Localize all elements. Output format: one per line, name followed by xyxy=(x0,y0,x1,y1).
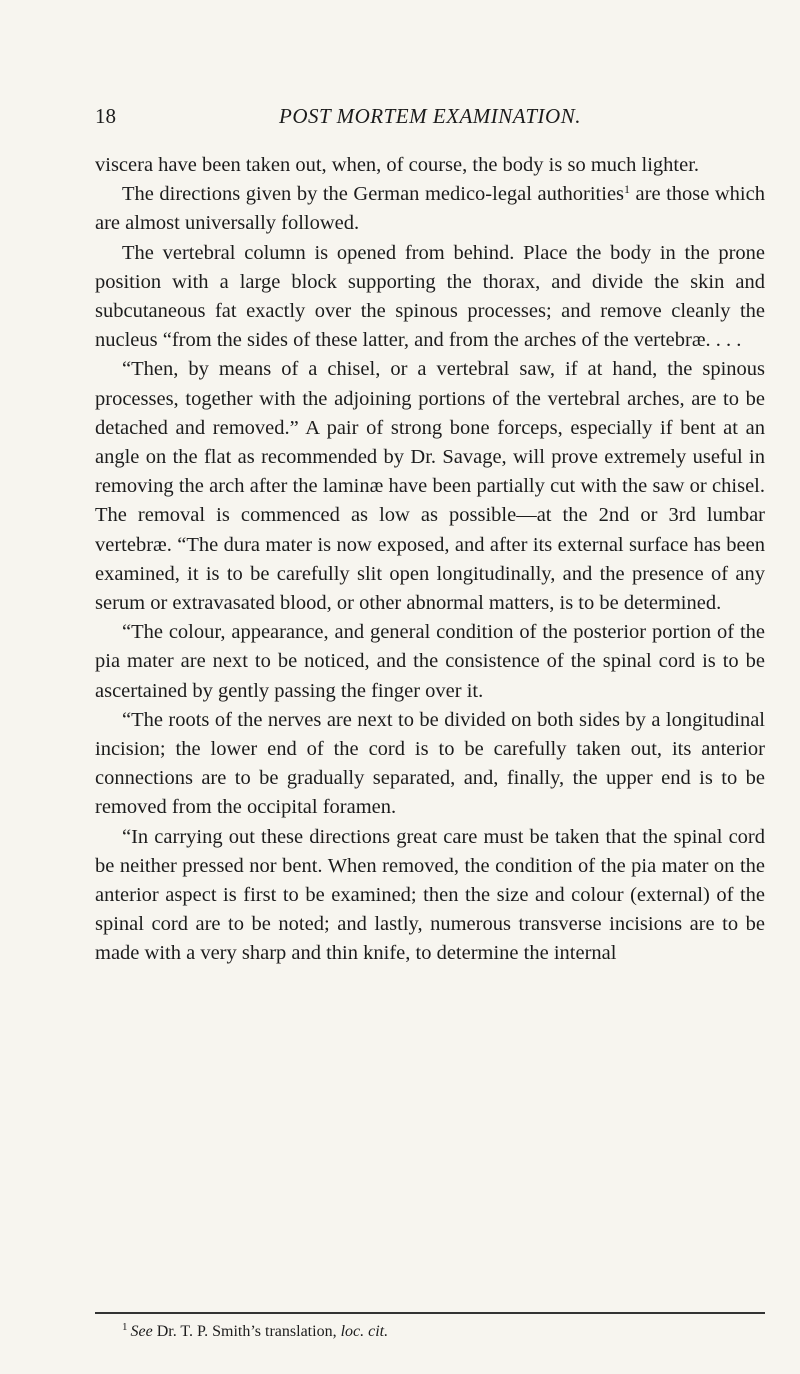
paragraph: “In carrying out these directions great care must be taken that the spinal cord be neither pressed nor bent. When removed, the condition of the pia mater on the anterior aspect is first to be examined; then the size and colour (external) of the spinal cord are to be noted; and lastly, numerous transverse incisions are to be made with a very sharp and thin knife, to determine the internal xyxy=(95,825,765,965)
page-number: 18 xyxy=(95,104,116,128)
paragraph-text: The directions given by the German medico-legal authorities xyxy=(122,183,625,206)
paragraph: viscera have been taken out, when, of course, the body is so much lighter. xyxy=(95,154,700,176)
footnote-reference: 1 xyxy=(624,182,631,197)
body-text xyxy=(95,151,765,969)
running-title: POST MORTEM EXAMINATION. xyxy=(279,104,581,128)
footnote xyxy=(122,1321,762,1343)
paragraph: “The roots of the nerves are next to be divided on both sides by a longitudinal incision; the lower end of the cord is to be carefully taken out, its anterior connections are to be gradually separated, and, finally, the upper end is to be removed from the occipital foramen. xyxy=(95,708,765,819)
paragraph: “Then, by means of a chisel, or a vertebral saw, if at hand, the spinous processes, together with the adjoining portions of the vertebral arches, are to be detached and removed.” A pair of strong bone forceps, especially if bent at an angle on the flat as recommended by Dr. Savage, will prove extremely useful in removing the arch after the laminæ have been partially cut with the saw or chisel. The removal is commenced as low as possible—at the 2nd or 3rd lumbar vertebræ. “The dura mater is now exposed, and after its external surface has been examined, it is to be carefully slit open longitudinally, and the presence of any serum or extravasated blood, or other abnormal matters, is to be determined. xyxy=(95,358,765,615)
footnote-divider xyxy=(95,1312,765,1314)
paragraph: The vertebral column is opened from behind. Place the body in the prone position with a large block supporting the thorax, and divide the skin and subcutaneous fat exactly over the spinous processes; and remove cleanly the nucleus “from the sides of these latter, and from the arches of the vertebræ. . . . xyxy=(95,241,765,352)
paragraph xyxy=(95,180,765,238)
page-header xyxy=(95,104,765,134)
footnote-loc: loc. cit. xyxy=(340,1323,389,1340)
footnote-mark: 1 xyxy=(122,1321,128,1333)
footnote-text: Dr. T. P. Smith’s translation, xyxy=(152,1323,341,1340)
paragraph-text: are those which are almost universally followed. xyxy=(95,183,765,235)
paragraph: “The colour, appearance, and general condition of the posterior portion of the pia mater are next to be noticed, and the consistence of the spinal cord is to be ascertained by gently passing the finger over it. xyxy=(95,621,765,702)
footnote-see: See xyxy=(130,1323,153,1340)
